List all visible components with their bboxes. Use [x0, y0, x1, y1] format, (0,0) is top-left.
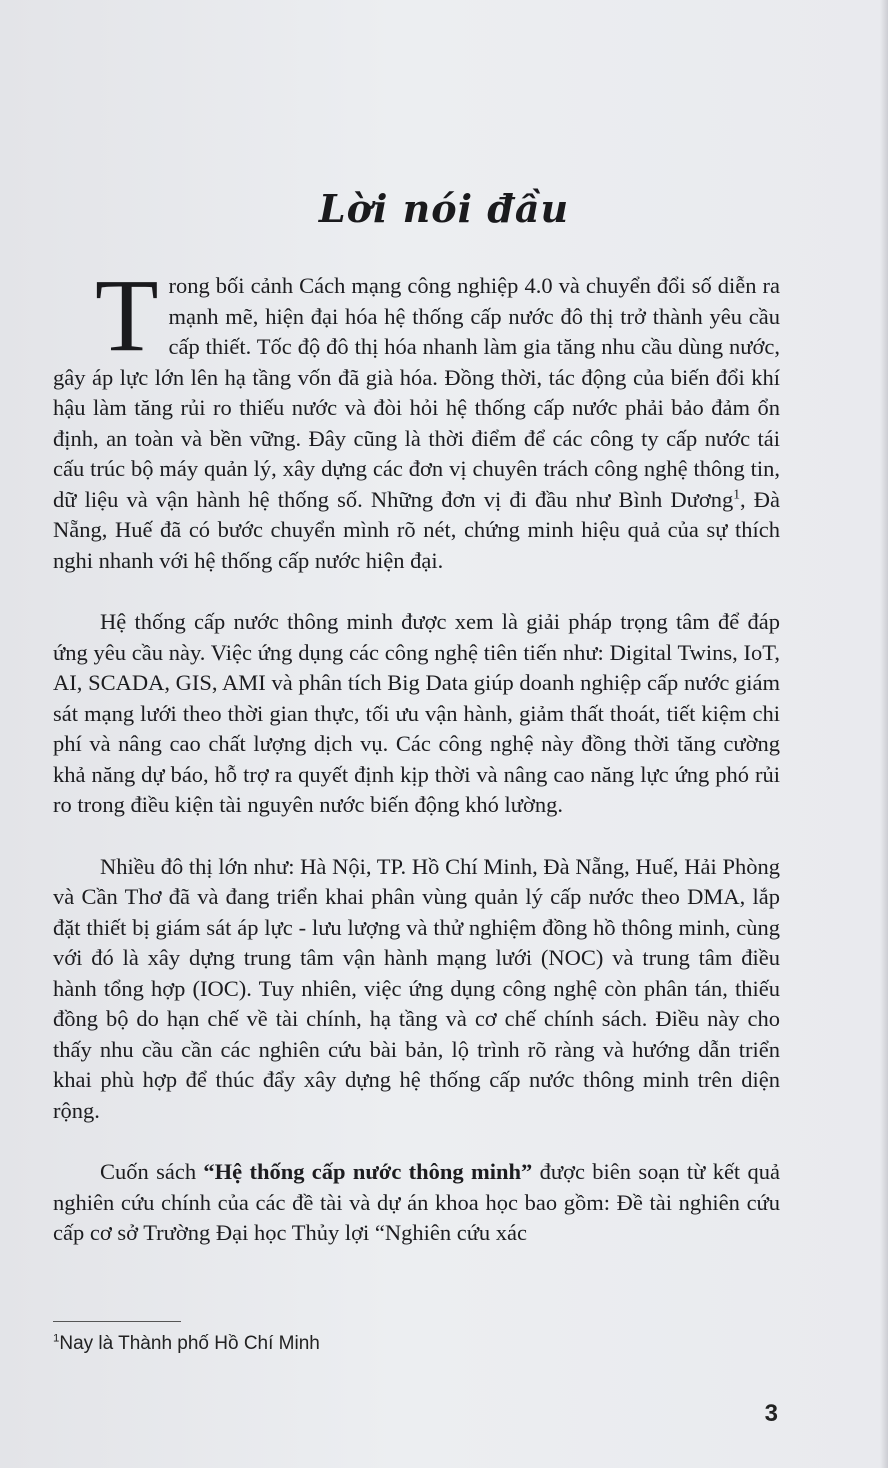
footnote-text: Nay là Thành phố Hồ Chí Minh [59, 1333, 320, 1354]
body-text [53, 258, 780, 1280]
paragraph-1 [53, 258, 780, 576]
footnote [53, 1333, 320, 1355]
paragraph-1-text: rong bối cảnh Cách mạng công nghiệp 4.0 và chuyển đổi số diễn ra mạnh mẽ, hiện đại hóa hệ thống cấp nước đô thị trở thành yêu cầu cấp thiết. Tốc độ đô thị hóa nhanh làm gia tăng nhu cầu dùng nước, gây áp lực lớn lên hạ tầng vốn đã già hóa. Đồng thời, tác động của biến đổi khí hậu làm tăng rủi ro thiếu nước và đòi hỏi hệ thống cấp nước phải bảo đảm ổn định, an toàn và bền vững. Đây cũng là thời điểm để các công ty cấp nước tái cấu trúc bộ máy quản lý, xây dựng các đơn vị chuyên trách công nghệ thông tin, dữ liệu và vận hành hệ thống số. Những đơn vị đi đầu như Bình Dương [53, 273, 780, 512]
footnote-divider [53, 1321, 181, 1322]
page-title: Lời nói đầu [318, 186, 570, 231]
paragraph-4-text-after: được biên soạn từ kết quả nghiên cứu chính của các đề tài và dự án khoa học bao gồm: Đề tài nghiên cứu cấp cơ sở Trường Đại học Thủy lợi “Nghiên cứu xác [53, 1159, 780, 1245]
paragraph-4-text-before: Cuốn sách [100, 1159, 204, 1184]
page-edge-shadow [880, 0, 888, 1468]
page-number: 3 [764, 1400, 778, 1427]
book-title-bold: “Hệ thống cấp nước thông minh” [203, 1159, 533, 1184]
paragraph-4 [53, 1157, 780, 1249]
paragraph-1-text-after: , Đà Nẵng, Huế đã có bước chuyển mình rõ nét, chứng minh hiệu quả của sự thích nghi nhanh với hệ thống cấp nước hiện đại. [53, 486, 780, 573]
paragraph-3: Nhiều đô thị lớn như: Hà Nội, TP. Hồ Chí Minh, Đà Nẵng, Huế, Hải Phòng và Cần Thơ đã và đang triển khai phân vùng quản lý cấp nước theo DMA, lắp đặt thiết bị giám sát áp lực - lưu lượng và thử nghiệm đồng hồ thông minh, cùng với đó là xây dựng trung tâm vận hành mạng lưới (NOC) và trung tâm điều hành tổng hợp (IOC). Tuy nhiên, việc ứng dụng công nghệ còn phân tán, thiếu đồng bộ do hạn chế về tài chính, hạ tầng và cơ chế chính sách. Điều này cho thấy nhu cầu cần các nghiên cứu bài bản, lộ trình rõ ràng và hướng dẫn triển khai phù hợp để thúc đẩy xây dựng hệ thống cấp nước thông minh trên diện rộng. [53, 853, 780, 1123]
paragraph-2: Hệ thống cấp nước thông minh được xem là giải pháp trọng tâm để đáp ứng yêu cầu này. Việc ứng dụng các công nghệ tiên tiến như: Digital Twins, IoT, AI, SCADA, GIS, AMI và phân tích Big Data giúp doanh nghiệp cấp nước giám sát mạng lưới theo thời gian thực, tối ưu vận hành, giảm thất thoát, tiết kiệm chi phí và nâng cao chất lượng dịch vụ. Các công nghệ này đồng thời tăng cường khả năng dự báo, hỗ trợ ra quyết định kịp thời và nâng cao năng lực ứng phó rủi ro trong điều kiện tài nguyên nước biến động khó lường. [53, 609, 780, 817]
drop-cap: T [95, 258, 159, 373]
footnote-number: 1 [53, 1332, 60, 1345]
footnote-reference[interactable]: 1 [733, 486, 740, 501]
